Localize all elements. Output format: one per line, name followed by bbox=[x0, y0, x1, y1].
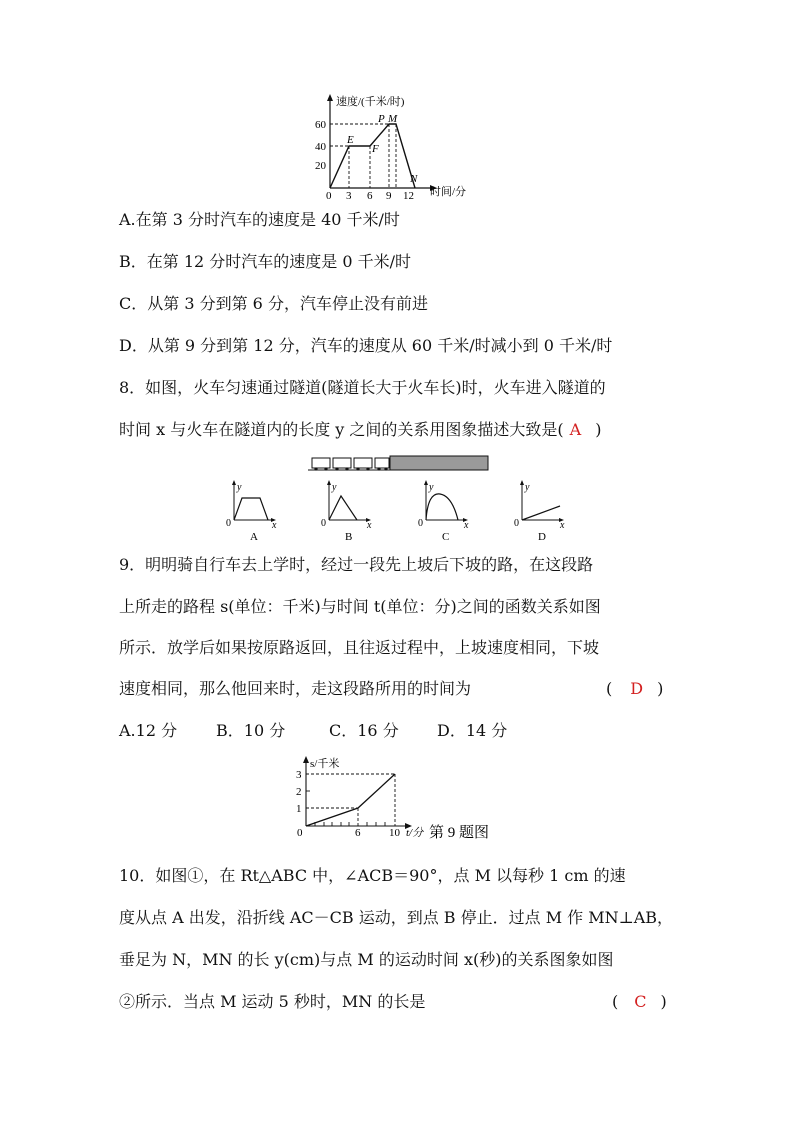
q10-answer: C bbox=[634, 992, 647, 1011]
q9-option-c: C．16 分 bbox=[329, 721, 399, 740]
graph-a bbox=[226, 480, 277, 543]
q9-figure-caption: 第 9 题图 bbox=[429, 825, 490, 841]
q7-option-d: D．从第 9 分到第 12 分，汽车的速度从 60 千米/时减小到 0 千米/时 bbox=[119, 336, 613, 355]
q9-y-tick-1: 1 bbox=[296, 803, 302, 815]
graph-c-y: y bbox=[429, 482, 434, 493]
y-tick-60: 60 bbox=[315, 119, 326, 131]
q9-option-b: B．10 分 bbox=[216, 721, 286, 740]
graph-b-y: y bbox=[332, 482, 337, 493]
graph-d-origin: 0 bbox=[514, 518, 519, 529]
q9-distance-time-graph bbox=[285, 755, 515, 845]
q9-y-axis-label: s/千米 bbox=[310, 758, 340, 770]
q10-line-1: 10．如图①，在 Rt△ABC 中，∠ACB＝90°，点 M 以每秒 1 cm 的速 bbox=[119, 866, 626, 885]
q8-line-1: 8．如图，火车匀速通过隧道(隧道长大于火车长)时，火车进入隧道的 bbox=[119, 378, 606, 397]
x-axis-label: 时间/分 bbox=[430, 186, 467, 198]
q7-option-a: A.在第 3 分时汽车的速度是 40 千米/时 bbox=[119, 210, 400, 229]
train-tunnel-figure bbox=[308, 452, 490, 474]
q9-line-2: 上所走的路程 s(单位：千米)与时间 t(单位：分)之间的函数关系如图 bbox=[119, 597, 601, 616]
q10-close-paren: ) bbox=[660, 992, 667, 1011]
q8-option-graphs bbox=[222, 478, 582, 544]
point-P: P bbox=[378, 113, 385, 125]
q9-y-tick-3: 3 bbox=[296, 769, 302, 781]
point-F: F bbox=[372, 143, 379, 155]
distance-line bbox=[306, 774, 395, 826]
point-M: M bbox=[388, 113, 398, 125]
x-tick-12: 12 bbox=[403, 190, 414, 202]
point-N: N bbox=[410, 173, 418, 185]
q9-x-tick-6: 6 bbox=[355, 827, 361, 839]
graph-a-origin: 0 bbox=[226, 518, 231, 529]
q9-line-1: 9．明明骑自行车去上学时，经过一段先上坡后下坡的路，在这段路 bbox=[119, 555, 594, 574]
q8-stem-text: 时间 x 与火车在隧道内的长度 y 之间的关系用图象描述大致是( bbox=[119, 420, 564, 439]
graph-b bbox=[321, 480, 372, 543]
q9-open-paren: ( bbox=[606, 679, 613, 698]
graph-b-label: B bbox=[345, 531, 353, 543]
q9-answer-bracket bbox=[606, 679, 663, 699]
y-tick-40: 40 bbox=[315, 141, 326, 153]
train bbox=[312, 458, 389, 468]
q7-option-b: B．在第 12 分时汽车的速度是 0 千米/时 bbox=[119, 252, 412, 271]
graph-d-label: D bbox=[538, 531, 546, 543]
speed-line bbox=[330, 124, 415, 188]
x-tick-3: 3 bbox=[346, 190, 352, 202]
q9-option-d: D．14 分 bbox=[437, 721, 508, 740]
x-tick-0: 0 bbox=[326, 190, 332, 202]
q10-open-paren: ( bbox=[612, 992, 619, 1011]
speed-time-graph bbox=[300, 92, 500, 202]
q10-line-3: 垂足为 N，MN 的长 y(cm)与点 M 的运动时间 x(秒)的关系图象如图 bbox=[119, 950, 614, 969]
q9-option-a: A.12 分 bbox=[119, 721, 178, 740]
q9-y-tick-2: 2 bbox=[296, 786, 302, 798]
q9-line-4: 速度相同，那么他回来时，走这段路所用的时间为 bbox=[119, 679, 472, 698]
x-tick-9: 9 bbox=[386, 190, 392, 202]
q10-answer-bracket bbox=[612, 992, 667, 1012]
graph-d bbox=[514, 480, 565, 543]
graph-a-label: A bbox=[250, 531, 258, 543]
point-E: E bbox=[347, 134, 354, 146]
tunnel bbox=[390, 456, 488, 470]
q8-line-2 bbox=[119, 420, 601, 440]
graph-a-y: y bbox=[237, 482, 242, 493]
graph-c bbox=[418, 480, 469, 543]
x-tick-6: 6 bbox=[367, 190, 373, 202]
q9-x-tick-10: 10 bbox=[389, 827, 400, 839]
q10-line-4: ②所示．当点 M 运动 5 秒时，MN 的长是 bbox=[119, 992, 426, 1011]
y-axis-label: 速度/(千米/时) bbox=[336, 96, 405, 108]
q8-close-paren: ) bbox=[595, 420, 602, 439]
graph-b-x: x bbox=[367, 520, 372, 531]
graph-d-x: x bbox=[560, 520, 565, 531]
q9-answer: D bbox=[630, 679, 644, 698]
y-tick-20: 20 bbox=[315, 160, 326, 172]
graph-b-origin: 0 bbox=[321, 518, 326, 529]
graph-c-origin: 0 bbox=[418, 518, 423, 529]
q7-option-c: C．从第 3 分到第 6 分，汽车停止没有前进 bbox=[119, 294, 428, 313]
graph-c-label: C bbox=[442, 531, 450, 543]
q9-close-paren: ) bbox=[657, 679, 664, 698]
graph-a-x: x bbox=[272, 520, 277, 531]
q9-x-tick-0: 0 bbox=[297, 827, 303, 839]
q9-x-axis-label: t/分 bbox=[406, 827, 424, 839]
graph-d-y: y bbox=[525, 482, 530, 493]
graph-c-x: x bbox=[464, 520, 469, 531]
q8-answer: A bbox=[569, 420, 582, 439]
q9-line-3: 所示．放学后如果按原路返回，且往返过程中，上坡速度相同，下坡 bbox=[119, 638, 600, 657]
q10-line-2: 度从点 A 出发，沿折线 AC－CB 运动，到点 B 停止．过点 M 作 MN⊥AB， bbox=[119, 908, 674, 927]
